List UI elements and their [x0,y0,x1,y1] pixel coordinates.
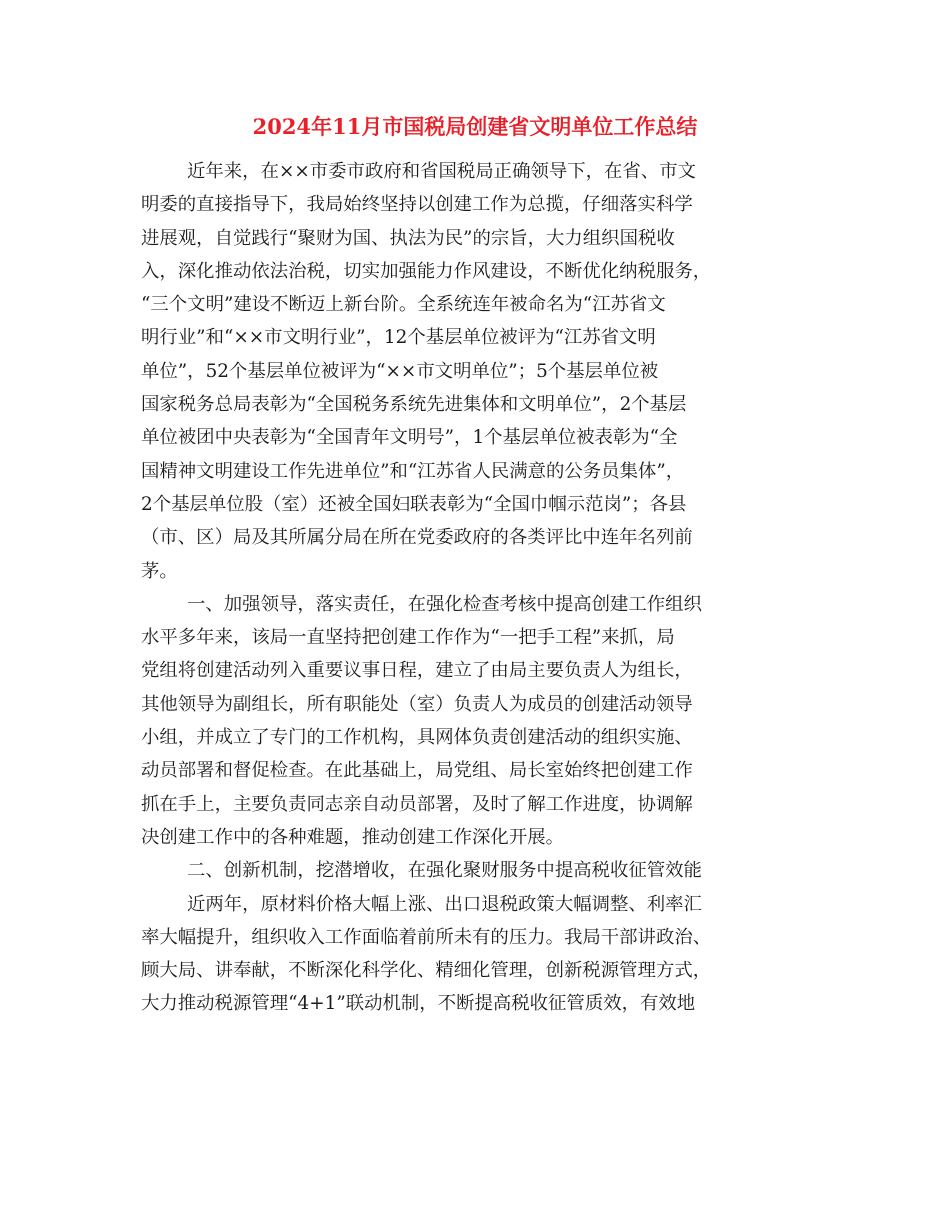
paragraph-line: 小组，并成立了专门的工作机构，具网体负责创建活动的组织实施、 [141,727,693,749]
paragraph-line: 抓在手上，主要负责同志亲自动员部署，及时了解工作进度，协调解 [141,793,693,815]
paragraph-line: （市、区）局及其所属分局在所在党委政府的各类评比中连年名列前 [141,527,693,549]
paragraph-line: 水平多年来，该局一直坚持把创建工作作为“一把手工程”来抓，局 [141,627,675,649]
paragraph-line: 一、加强领导，落实责任，在强化检查考核中提高创建工作组织 [187,593,702,615]
body-paragraph [141,888,807,1021]
document-body [141,155,807,1021]
paragraph-line: 明委的直接指导下，我局始终坚持以创建工作为总揽，仔细落实科学 [141,194,693,216]
paragraph-line: 近两年，原材料价格大幅上涨、出口退税政策大幅调整、利率汇 [187,893,702,915]
body-paragraph [141,155,807,588]
paragraph-line: 率大幅提升，组织收入工作面临着前所未有的压力。我局干部讲政治、 [141,926,712,948]
body-paragraph [141,588,807,854]
paragraph-line: 进展观，自觉践行“聚财为国、执法为民”的宗旨，大力组织国税收 [141,227,675,249]
body-paragraph [141,854,807,887]
paragraph-line: 决创建工作中的各种难题，推动创建工作深化开展。 [141,826,564,848]
paragraph-line: 明行业”和“××市文明行业”，12个基层单位被评为“江苏省文明 [141,327,656,349]
paragraph-line: 国精神文明建设工作先进单位”和“江苏省人民满意的公务员集体”， [141,460,685,482]
paragraph-line: 茅。 [141,560,178,582]
paragraph-line: 单位”，52个基层单位被评为“××市文明单位”；5个基层单位被 [141,360,659,382]
paragraph-line: “三个文明”建设不断迈上新台阶。全系统连年被命名为“江苏省文 [141,294,666,316]
paragraph-line: 其他领导为副组长，所有职能处（室）负责人为成员的创建活动领导 [141,693,693,715]
paragraph-line: 顾大局、讲奉献，不断深化科学化、精细化管理，创新税源管理方式， [141,960,712,982]
paragraph-line: 2个基层单位股（室）还被全国妇联表彰为“全国巾帼示范岗”；各县 [141,493,687,515]
paragraph-line: 大力推动税源管理“4+1”联动机制，不断提高税收征管质效，有效地 [141,993,696,1015]
paragraph-line: 近年来，在××市委市政府和省国税局正确领导下，在省、市文 [187,161,696,182]
paragraph-line: 二、创新机制，挖潜增收，在强化聚财服务中提高税收征管效能 [187,860,702,882]
paragraph-line: 国家税务总局表彰为“全国税务系统先进集体和文明单位”，2个基层 [141,394,687,416]
paragraph-line: 单位被团中央表彰为“全国青年文明号”，1个基层单位被表彰为“全 [141,427,678,449]
paragraph-line: 党组将创建活动列入重要议事日程，建立了由局主要负责人为组长， [141,660,693,682]
document-title: 2024年11月市国税局创建省文明单位工作总结 [252,114,698,139]
paragraph-line: 动员部署和督促检查。在此基础上，局党组、局长室始终把创建工作 [141,760,693,782]
paragraph-line: 入，深化推动依法治税，切实加强能力作风建设，不断优化纳税服务， [141,260,712,282]
